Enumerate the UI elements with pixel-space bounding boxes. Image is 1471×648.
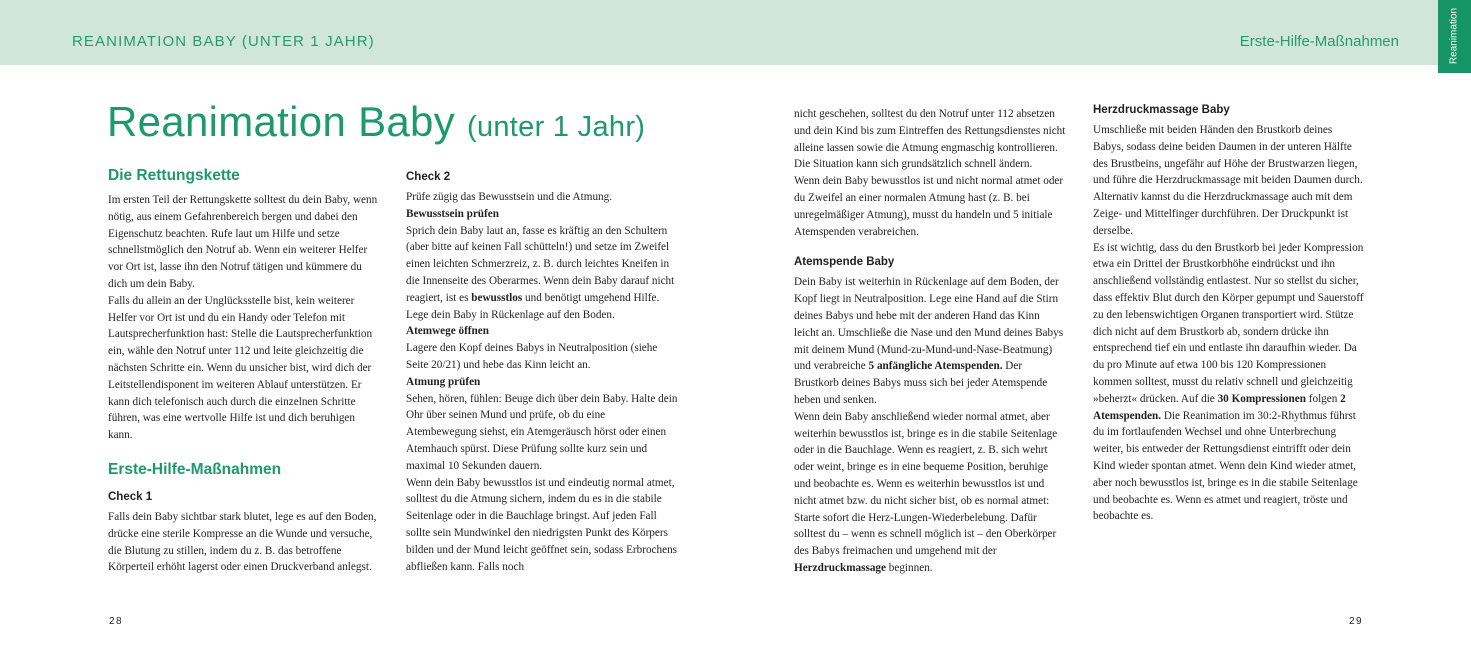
heading-atemspende: Atemspende Baby — [794, 256, 895, 269]
paragraph: Prüfe zügig das Bewusstsein und die Atmung. — [406, 191, 613, 203]
column-1 — [108, 166, 380, 576]
paragraph: Falls du allein an der Unglücksstelle bist, kein weiterer Helfer vor Ort ist und du ein Handy oder Telefon mit Lautsprecherfunktion hast: Stelle die Lautsprecherfunktion ein, wähle den Notruf unter 112 und leite gleichzeitig die nächsten Schritte ein. Wenn du unsicher bist, wird dich der Leitstellendisponent im weiteren Ablauf unterstützen. Er kann dich telefonisch auch durch die einzelnen Schritte führen, was eine wertvolle Hilfe ist und dich beruhigen kann. — [108, 294, 373, 442]
heading-check-2: Check 2 — [406, 171, 451, 183]
paragraph: Es ist wichtig, dass du den Brustkorb bei jeder Kompression etwa ein Drittel der Brustkorbhöhe eindrückst und ihn anschließend vollständig entlastest. Nur so stellst du sicher, dass effektiv Blut durch den Körper gepumpt und Sauerstoff zu den lebenswichtigen Organen transportiert wird. Stütze dich nicht auf dem Brustkorb ab, sondern drücke ihn entsprechend tief ein und entlaste ihn daraufhin wieder. Da du pro Minute auf etwa 100 bis 120 Kompressionen kommen solltest, musst du relativ schnell und gleichzeitig »beherzt« drücken. Auf die 30 Kompressionen folgen 2 Atemspenden. Die Reanimation im 30:2-Rhythmus führst du im fortlaufenden Wechsel und ohne Unterbrechung weiter, bis entweder der Rettungsdienst eintrifft oder dein Kind wieder spontan atmet. Wenn dein Kind wieder atmet, aber noch bewusstlos ist, bringe es in die stabile Seitenlage und beobachte es. Wenn es atmet und reagiert, tröste und beobachte es. — [1093, 241, 1364, 523]
page-number-right: 29 — [1349, 616, 1364, 627]
chapter-tab — [1438, 0, 1471, 73]
heading-rettungskette: Die Rettungskette — [108, 167, 240, 184]
column-4 — [1093, 102, 1365, 525]
paragraph: Lagere den Kopf deines Babys in Neutralposition (siehe Seite 20/21) und hebe das Kinn leicht an. — [406, 342, 658, 371]
page-number-left: 28 — [109, 616, 124, 627]
paragraph: nicht geschehen, solltest du den Notruf unter 112 absetzen und dein Kind bis zum Eintreffen des Rettungsdienstes nicht alleine lassen sowie die Atmung engmaschig kontrollieren. Die Situation kann sich grundsätzlich schnell ändern. — [794, 108, 1066, 171]
paragraph: Wenn dein Baby bewusstlos ist und nicht normal atmet oder du Zweifel an einer normalen Atmung hast (z. B. bei unregelmäßiger Atmung), musst du handeln und 5 initiale Atemspenden verabreichen. — [794, 175, 1064, 238]
paragraph: Sehen, hören, fühlen: Beuge dich über dein Baby. Halte dein Ohr über seinen Mund und prüfe, ob du eine Atembewegung siehst, ein Atemgeräusch hörst oder einen Atemhauch spürst. Diese Prüfung sollte kurz sein und maximal 10 Sekunden dauern. — [406, 392, 678, 472]
paragraph: Umschließe mit beiden Händen den Brustkorb deines Babys, sodass deine beiden Daumen in der unteren Hälfte des Brustbeins, ungefähr auf Höhe der Brustwarzen liegen, und führe die Herzdruckmassage mit beiden Daumen durch. Alternativ kannst du die Herzdruckmassage auch mit dem Zeige- und Mittelfinger durchführen. Der Druckpunkt ist derselbe. — [1093, 124, 1363, 237]
page-title-sub: (unter 1 Jahr) — [466, 111, 646, 143]
heading-herzdruckmassage: Herzdruckmassage Baby — [1093, 104, 1230, 116]
heading-check-1: Check 1 — [108, 490, 153, 503]
label-atemwege: Atemwege öffnen — [406, 325, 489, 338]
heading-erste-hilfe: Erste-Hilfe-Maßnahmen — [108, 460, 282, 478]
label-atmung: Atmung prüfen — [406, 375, 481, 388]
column-3 — [794, 106, 1066, 577]
paragraph: Falls dein Baby sichtbar stark blutet, lege es auf den Boden, drücke eine sterile Kompresse an die Wunde und versuche, die Blutung zu stillen, indem du z. B. das betroffene Körperteil erhöht lagerst oder einen Druckverband anlegst. — [108, 510, 377, 574]
paragraph: Sprich dein Baby laut an, fasse es kräftig an den Schultern (aber bitte auf keinen Fall schütteln!) und setze im Zweifel einen leichten Schmerzreiz, z. B. durch leichtes Kneifen in die Innenseite des Oberarmes. Wenn dein Baby darauf nicht reagiert, ist es bewusstlos und benötigt umgehend Hilfe. Lege dein Baby in Rückenlage auf den Boden. — [406, 224, 675, 321]
paragraph: Wenn dein Baby anschließend wieder normal atmet, aber weiterhin bewusstlos ist, bringe es in die stabile Seitenlage oder in die Bauchlage. Wenn es reagiert, z. B. sich wehrt oder weint, bringe es in eine bequeme Position, beruhige und beobachte es. Wenn es weiterhin bewusstlos ist und nicht atmet bzw. du nicht sicher bist, ob es normal atmet: Starte sofort die Herz-Lungen-Wiederbelebung. Dafür solltest du – wenn es schnell möglich ist – den Oberkörper des Babys freimachen und umgehend mit der Herzdruckmassage beginnen. — [794, 410, 1058, 574]
paragraph: Wenn dein Baby bewusstlos ist und eindeutig normal atmet, solltest du die Atmung sichern, indem du es in die stabile Seitenlage oder in die Bauchlage bringst. Auf jeden Fall sollte sein Mundwinkel den niedrigsten Punkt des Körpers bilden und der Mund leicht geöffnet sein, sodass Erbrochens abfließen kann. Falls noch — [406, 476, 678, 573]
page-title-main: Reanimation Baby — [107, 98, 455, 145]
paragraph: Im ersten Teil der Rettungskette solltest du dein Baby, wenn nötig, aus einem Gefahrenbereich bergen und dabei den Eigenschutz beachten. Rufe laut um Hilfe und setze schnellstmöglich den Notruf ab. Wenn ein weiterer Helfer vor Ort ist, lasse ihn den Notruf tätigen und kümmere du dich um dein Baby. — [108, 194, 378, 290]
paragraph: Dein Baby ist weiterhin in Rückenlage auf dem Boden, der Kopf liegt in Neutralposition. Lege eine Hand auf die Stirn deines Babys und hebe mit der anderen Hand das Kinn leicht an. Umschließe die Nase und den Mund deines Babys mit deinem Mund (Mund-zu-Mund-und-Nase-Beatmung) und verabreiche 5 anfängliche Atemspenden. Der Brustkorb deines Babys muss sich bei jeder Atemspende heben und senken. — [794, 276, 1064, 406]
label-bewusstsein: Bewusstsein prüfen — [406, 207, 499, 220]
running-header-chapter: REANIMATION BABY (UNTER 1 JAHR) — [72, 33, 375, 50]
page-header-band — [0, 0, 1471, 65]
column-2 — [406, 169, 678, 575]
chapter-tab-label: Reanimation — [1448, 7, 1460, 65]
page-title — [107, 98, 645, 146]
running-header-section: Erste-Hilfe-Maßnahmen — [1239, 33, 1399, 50]
